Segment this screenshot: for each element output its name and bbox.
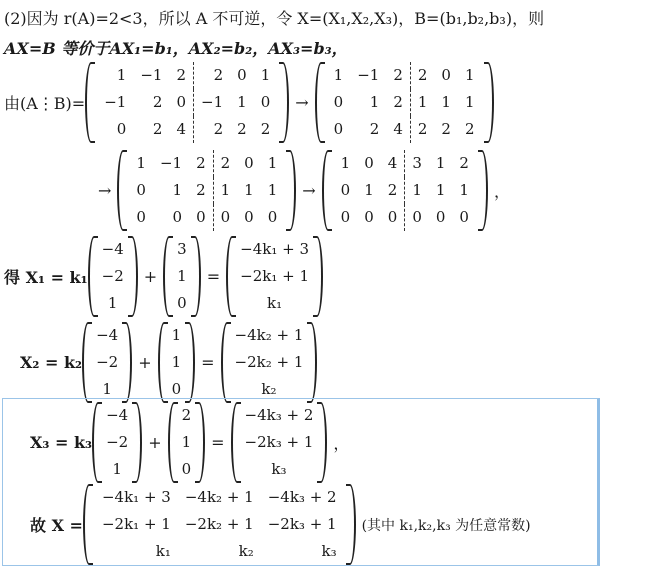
matrix-cell: 2 [176, 66, 187, 84]
matrix-cell: 1 [260, 66, 271, 84]
matrix-cell: 2 [260, 120, 271, 138]
matrix-cell: 2 [213, 150, 238, 177]
matrix-cell: 0 [116, 120, 127, 138]
matrix-cell: 0 [333, 93, 344, 111]
matrix-cell: −2k₂ + 1 [184, 515, 254, 533]
x2-label: X₂ = k₂ [20, 353, 83, 372]
vector-entry: −4 [101, 240, 124, 258]
vector-entry: −4 [96, 326, 119, 344]
matrix-cell: 3 [404, 150, 429, 177]
matrix-cell: 0 [237, 66, 247, 84]
matrix-step-1 [315, 62, 494, 143]
matrix-step-3 [322, 150, 488, 231]
vector-entry: 1 [181, 433, 192, 451]
comma: ， [493, 182, 510, 201]
matrix-cell: 1 [464, 93, 475, 111]
augmented-reduction-row-2 [92, 150, 516, 231]
vector-entry: −4k₂ + 1 [234, 326, 304, 344]
vector-entry: −2 [106, 433, 129, 451]
matrix-cell: 1 [136, 154, 146, 172]
matrix-cell: 1 [404, 177, 429, 204]
equals-sign: = [201, 353, 215, 372]
x1-solution [4, 236, 323, 317]
matrix-cell: −1 [140, 66, 163, 84]
matrix-cell: 0 [404, 204, 429, 231]
matrix-cell: 0 [260, 93, 271, 111]
matrix-cell: 2 [410, 62, 435, 89]
matrix-cell: −4k₃ + 2 [267, 488, 337, 506]
final-label: 故 X = [30, 516, 83, 535]
vector-entry: 1 [102, 380, 112, 398]
augmented-label: 由(A⋮B)= [4, 94, 86, 113]
matrix-cell: 1 [116, 66, 127, 84]
vector-entry: −2 [101, 267, 124, 285]
matrix-cell: 0 [136, 181, 146, 199]
matrix-cell: 2 [464, 120, 475, 138]
matrix-cell: 1 [213, 177, 238, 204]
matrix-cell: 1 [172, 181, 183, 199]
matrix-cell: 1 [267, 181, 278, 199]
vector-entry: −2k₂ + 1 [234, 353, 304, 371]
matrix-cell: 1 [435, 181, 446, 199]
vector-entry: k₂ [261, 380, 277, 398]
matrix-cell: −2k₁ + 1 [101, 515, 171, 533]
matrix-cell: −4k₁ + 3 [101, 488, 171, 506]
equals-sign: = [206, 267, 221, 286]
arrow-1: → [295, 93, 309, 112]
matrix-cell: 0 [196, 208, 206, 226]
vector-entry: −4 [106, 406, 129, 424]
plus-sign: + [143, 267, 158, 286]
matrix-cell: 0 [435, 208, 446, 226]
matrix-cell: 0 [267, 208, 278, 226]
matrix-cell: 0 [340, 208, 351, 226]
vector-entry: 1 [177, 267, 187, 285]
vector-entry: 0 [181, 460, 192, 478]
matrix-cell: −1 [357, 66, 380, 84]
matrix-cell: −1 [159, 154, 183, 172]
matrix-cell: 1 [410, 89, 435, 116]
matrix-cell: 0 [364, 154, 374, 172]
matrix-cell: 1 [340, 154, 351, 172]
comma: ， [333, 434, 350, 453]
vector-entry: 1 [171, 353, 182, 371]
vector-entry: −2k₁ + 1 [240, 267, 309, 285]
vector-entry: 0 [171, 380, 182, 398]
matrix-cell: k₃ [321, 542, 337, 560]
note-text: (其中 k₁,k₂,k₃ 为任意常数) [361, 517, 531, 534]
matrix-cell: 2 [152, 120, 163, 138]
matrix-cell: 2 [459, 154, 469, 172]
matrix-cell: 1 [369, 93, 380, 111]
vector-entry: k₃ [271, 460, 287, 478]
x2-solution [20, 322, 317, 403]
statement-line-2: AX=B 等价于AX₁=b₁，AX₂=b₂，AX₃=b₃， [4, 39, 348, 58]
matrix-cell: 2 [393, 66, 403, 84]
matrix-cell: 2 [193, 62, 230, 89]
matrix-cell: 0 [459, 208, 469, 226]
matrix-cell: 2 [369, 120, 380, 138]
matrix-cell: 4 [387, 154, 398, 172]
matrix-cell: 0 [364, 208, 374, 226]
matrix-cell: 1 [237, 93, 247, 111]
final-solution [30, 484, 531, 565]
matrix-cell: 2 [393, 93, 403, 111]
matrix-cell: 2 [196, 154, 206, 172]
plus-sign: + [138, 353, 152, 372]
vector-entry: −2k₃ + 1 [244, 433, 314, 451]
vector-entry: 2 [181, 406, 192, 424]
matrix-cell: k₁ [155, 542, 171, 560]
matrix-cell: −1 [104, 93, 127, 111]
statement-line-1: (2)因为 r(A)=2<3，所以 A 不可逆，令 X=(X₁,X₂,X₃)，B=(b₁,b₂,b₃)，则 [4, 9, 545, 28]
matrix-augmented [85, 62, 289, 143]
matrix-cell: 2 [152, 93, 163, 111]
matrix-cell: 0 [172, 208, 183, 226]
matrix-cell: 1 [364, 181, 374, 199]
matrix-cell: 1 [464, 66, 475, 84]
x3-solution [30, 402, 355, 483]
matrix-cell: 0 [244, 154, 254, 172]
matrix-cell: 0 [333, 120, 344, 138]
matrix-cell: 2 [387, 181, 398, 199]
vector-entry: 1 [171, 326, 182, 344]
matrix-cell: 2 [193, 116, 230, 143]
x1-label: 得 X₁ = k₁ [4, 268, 88, 287]
matrix-cell: 2 [410, 116, 435, 143]
matrix-cell: −4k₂ + 1 [184, 488, 254, 506]
matrix-cell: 1 [441, 93, 451, 111]
matrix-cell: 0 [136, 208, 146, 226]
matrix-cell: 2 [196, 181, 206, 199]
matrix-cell: 4 [393, 120, 403, 138]
vector-entry: k₁ [267, 294, 283, 312]
matrix-cell: 1 [435, 154, 446, 172]
vector-entry: −4k₃ + 2 [244, 406, 314, 424]
arrow-3: → [302, 181, 316, 200]
matrix-cell: 0 [387, 208, 398, 226]
matrix-cell: 1 [267, 154, 278, 172]
matrix-cell: 2 [441, 120, 451, 138]
matrix-cell: 1 [333, 66, 344, 84]
matrix-cell: 2 [237, 120, 247, 138]
vector-entry: −2 [96, 353, 119, 371]
matrix-cell: −2k₃ + 1 [267, 515, 337, 533]
matrix-cell: 0 [441, 66, 451, 84]
vector-entry: 1 [107, 294, 118, 312]
matrix-cell: 1 [244, 181, 254, 199]
matrix-cell: k₂ [238, 542, 254, 560]
plus-sign: + [148, 433, 162, 452]
vector-entry: 3 [177, 240, 187, 258]
matrix-cell: 1 [459, 181, 469, 199]
augmented-reduction-row-1 [4, 62, 494, 143]
matrix-cell: −1 [193, 89, 230, 116]
equals-sign: = [211, 433, 225, 452]
matrix-cell: 0 [213, 204, 238, 231]
matrix-cell: 0 [244, 208, 254, 226]
vector-entry: 0 [177, 294, 187, 312]
matrix-cell: 4 [176, 120, 187, 138]
matrix-step-2 [117, 150, 296, 231]
x3-label: X₃ = k₃ [30, 433, 93, 452]
vector-entry: −4k₁ + 3 [240, 240, 309, 258]
vector-entry: 1 [112, 460, 122, 478]
arrow-2: → [98, 181, 112, 200]
matrix-cell: 0 [176, 93, 187, 111]
matrix-cell: 0 [340, 181, 351, 199]
